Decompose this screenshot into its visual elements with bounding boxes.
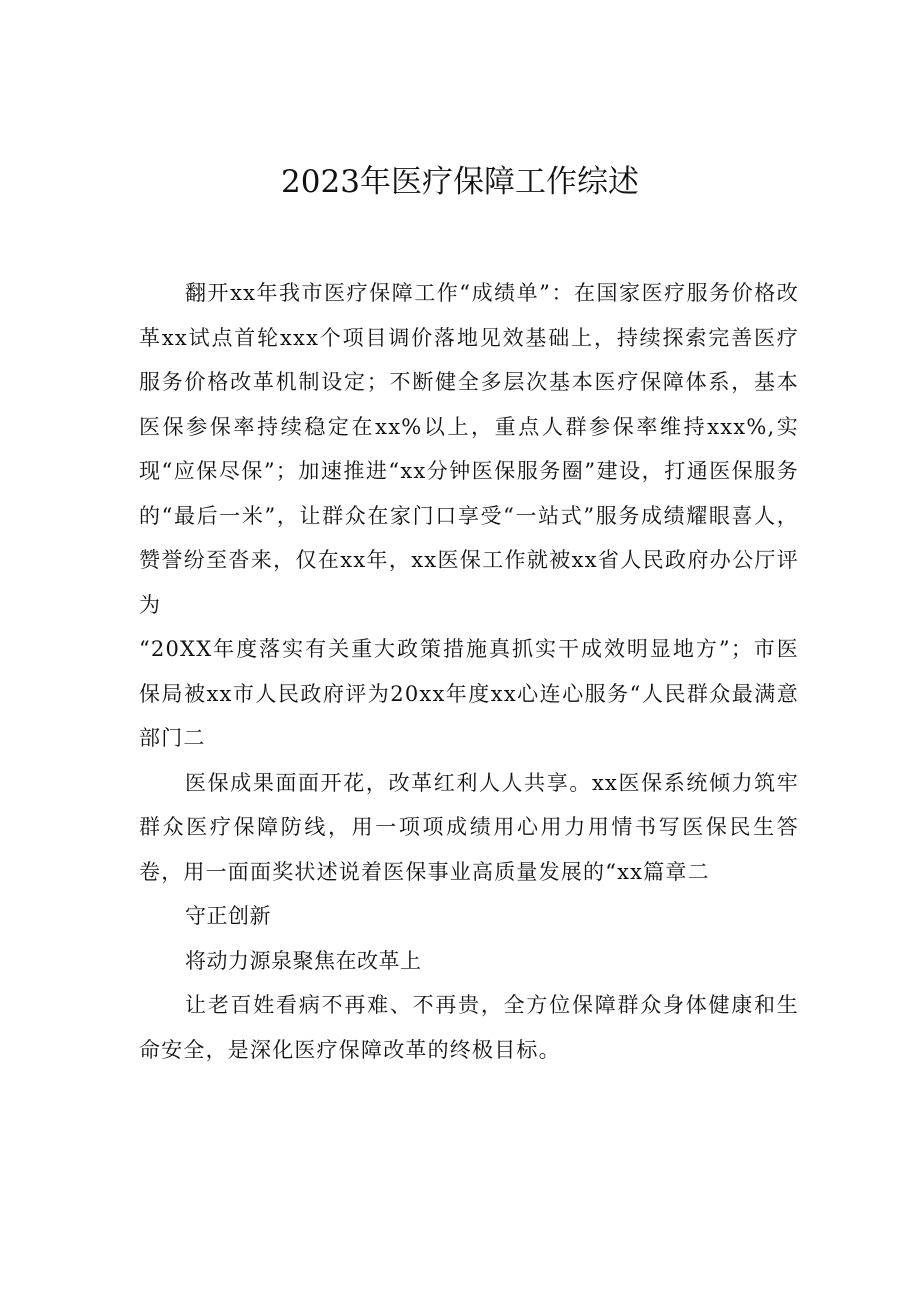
paragraph-awards: “20XX年度落实有关重大政策措施真抓实干成效明显地方”；市医保局被xx市人民政府评为20xx年度xx心连心服务“人民群众最满意部门二 (139, 637, 799, 750)
section-heading-reform: 将动力源泉聚焦在改革上 (185, 948, 422, 973)
section-heading-innovation: 守正创新 (185, 904, 271, 928)
paragraph-achievements: 医保成果面面开花，改革红利人人共享。xx医保系统倾力筑牢群众医疗保障防线，用一项项成绩用心用力用情书写医保民生答卷，用一面面奖状述说着医保事业高质量发展的“xx篇章二 (139, 770, 799, 884)
paragraph-reform-goal: 让老百姓看病不再难、不再贵，全方位保障群众身体健康和生命安全，是深化医疗保障改革的终极目标。 (139, 993, 799, 1062)
paragraph-results-summary: 翻开xx年我市医疗保障工作“成绩单”：在国家医疗服务价格改革xx试点首轮xxx个项目调价落地见效基础上，持续探索完善医疗服务价格改革机制设定；不断健全多层次基本医疗保障体系，基本医保参保率持续稳定在xx%以上，重点人群参保率维持xxx%,实现“应保尽保”；加速推进“xx分钟医保服务圈”建设，打通医保服务的“最后一米”，让群众在家门口享受“一站式”服务成绩耀眼喜人，赞誉纷至沓来，仅在xx年，xx医保工作就被xx省人民政府办公厅评为 (139, 281, 799, 617)
document-body (139, 271, 799, 1072)
document-title: 2023年医疗保障工作综述 (281, 164, 639, 200)
